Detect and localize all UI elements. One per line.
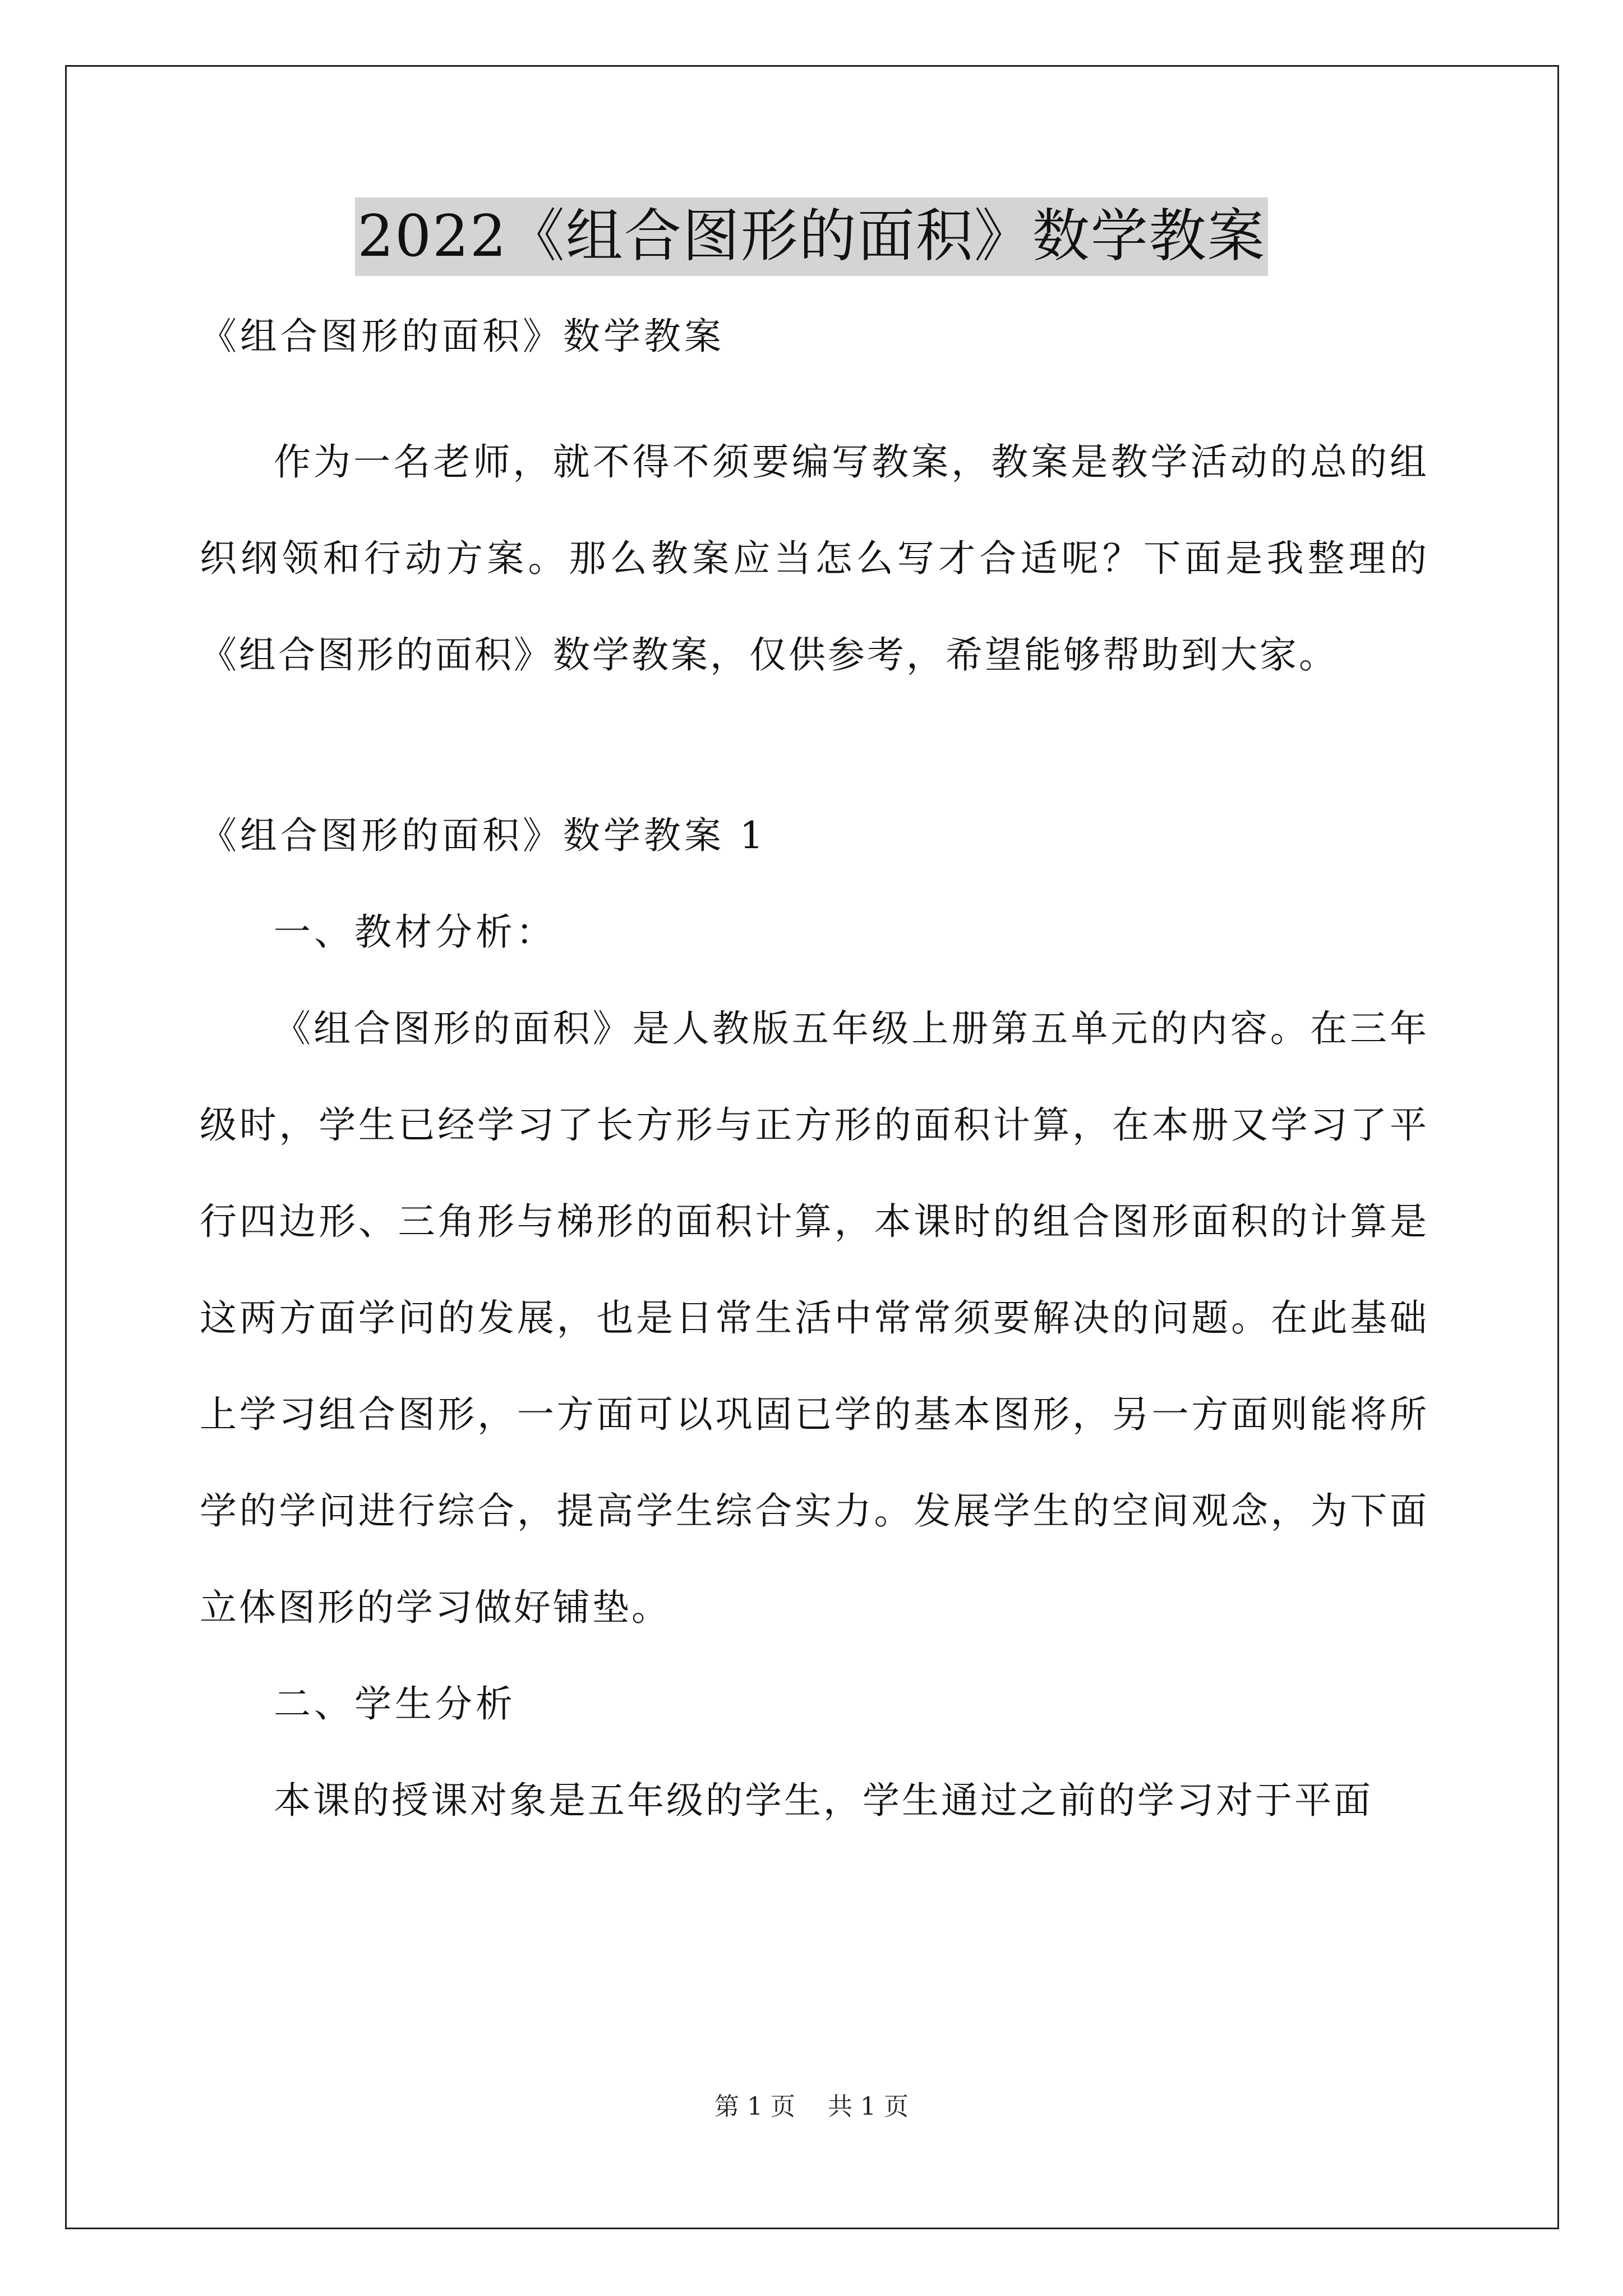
page-total: 共 1 页 xyxy=(828,2092,909,2121)
section-title: 《组合图形的面积》数学教案 1 xyxy=(200,814,767,857)
document-subtitle: 《组合图形的面积》数学教案 xyxy=(200,315,725,358)
section-spacer xyxy=(200,703,1429,788)
student-analysis-paragraph: 本课的授课对象是五年级的学生，学生通过之前的学习对于平面 xyxy=(274,1779,1373,1822)
heading-textbook-analysis: 一、教材分析： xyxy=(274,910,556,954)
title-container xyxy=(0,197,1623,276)
intro-paragraph: 作为一名老师，就不得不须要编写教案，教案是教学活动的总的组织纲领和行动方案。那么教案应当怎么写才合适呢？下面是我整理的《组合图形的面积》数学教案，仅供参考，希望能够帮助到大家。 xyxy=(200,440,1429,677)
page-footer xyxy=(0,2090,1623,2124)
textbook-analysis-paragraph: 《组合图形的面积》是人教版五年级上册第五单元的内容。在三年级时，学生已经学习了长方形与正方形的面积计算，在本册又学习了平行四边形、三角形与梯形的面积计算，本课时的组合图形面积的计算是这两方面学问的发展，也是日常生活中常常须要解决的问题。在此基础上学习组合图形，一方面可以巩固已学的基本图形，另一方面则能将所学的学问进行综合，提高学生综合实力。发展学生的空间观念，为下面立体图形的学习做好铺垫。 xyxy=(200,1007,1429,1629)
document-body xyxy=(200,314,1429,1849)
page-number: 第 1 页 xyxy=(714,2092,795,2121)
document-title: 2022《组合图形的面积》数学教案 xyxy=(355,197,1268,276)
heading-student-analysis: 二、学生分析 xyxy=(274,1682,516,1726)
